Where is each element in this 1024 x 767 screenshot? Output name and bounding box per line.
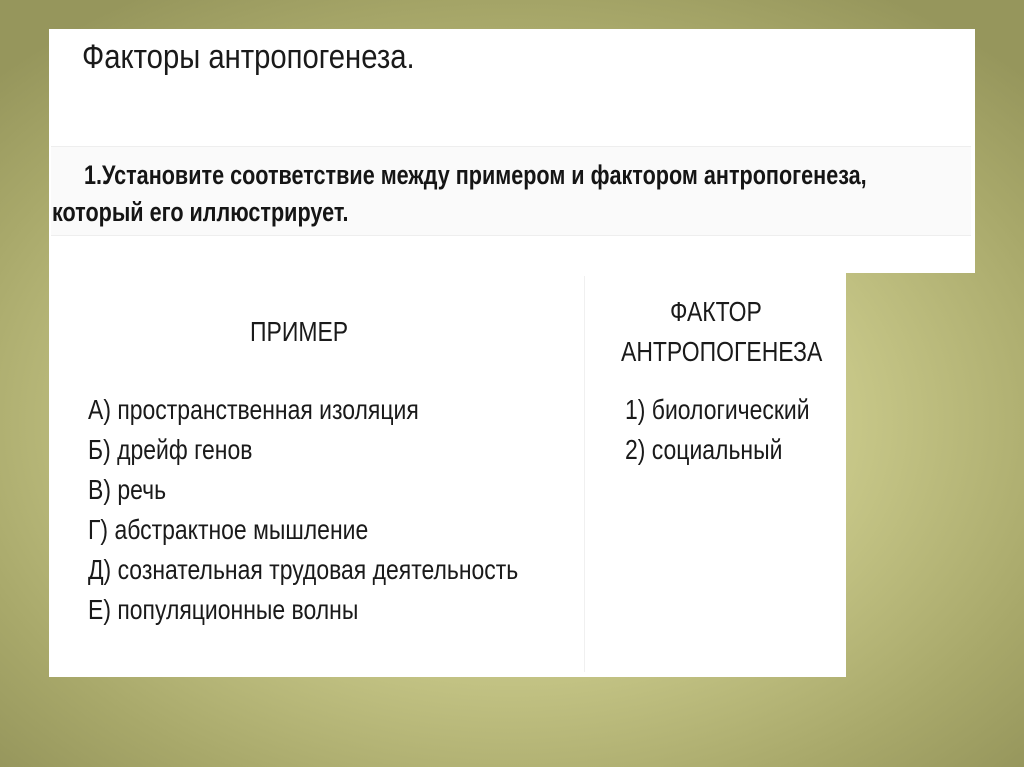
factors-header-line-1: ФАКТОР bbox=[670, 296, 762, 327]
examples-list bbox=[88, 390, 613, 630]
example-item: Б) дрейф генов bbox=[88, 434, 253, 465]
factor-item: 1) биологический bbox=[625, 394, 810, 425]
example-item: Е) популяционные волны bbox=[88, 594, 359, 625]
task-text-line-1: 1.Установите соответствие между примером и фактором антропогенеза, bbox=[84, 160, 867, 190]
factor-item: 2) социальный bbox=[625, 434, 783, 465]
task-text-line-2: который его иллюстрирует. bbox=[52, 197, 349, 227]
example-item: В) речь bbox=[88, 474, 167, 505]
examples-header: ПРИМЕР bbox=[250, 316, 349, 347]
example-item: Д) сознательная трудовая деятельность bbox=[88, 554, 519, 585]
example-item: А) пространственная изоляция bbox=[88, 394, 419, 425]
factors-list bbox=[625, 390, 850, 470]
example-item: Г) абстрактное мышление bbox=[88, 514, 369, 545]
slide-title: Факторы антропогенеза. bbox=[82, 38, 415, 76]
factors-header-line-2: АНТРОПОГЕНЕЗА bbox=[621, 336, 823, 367]
